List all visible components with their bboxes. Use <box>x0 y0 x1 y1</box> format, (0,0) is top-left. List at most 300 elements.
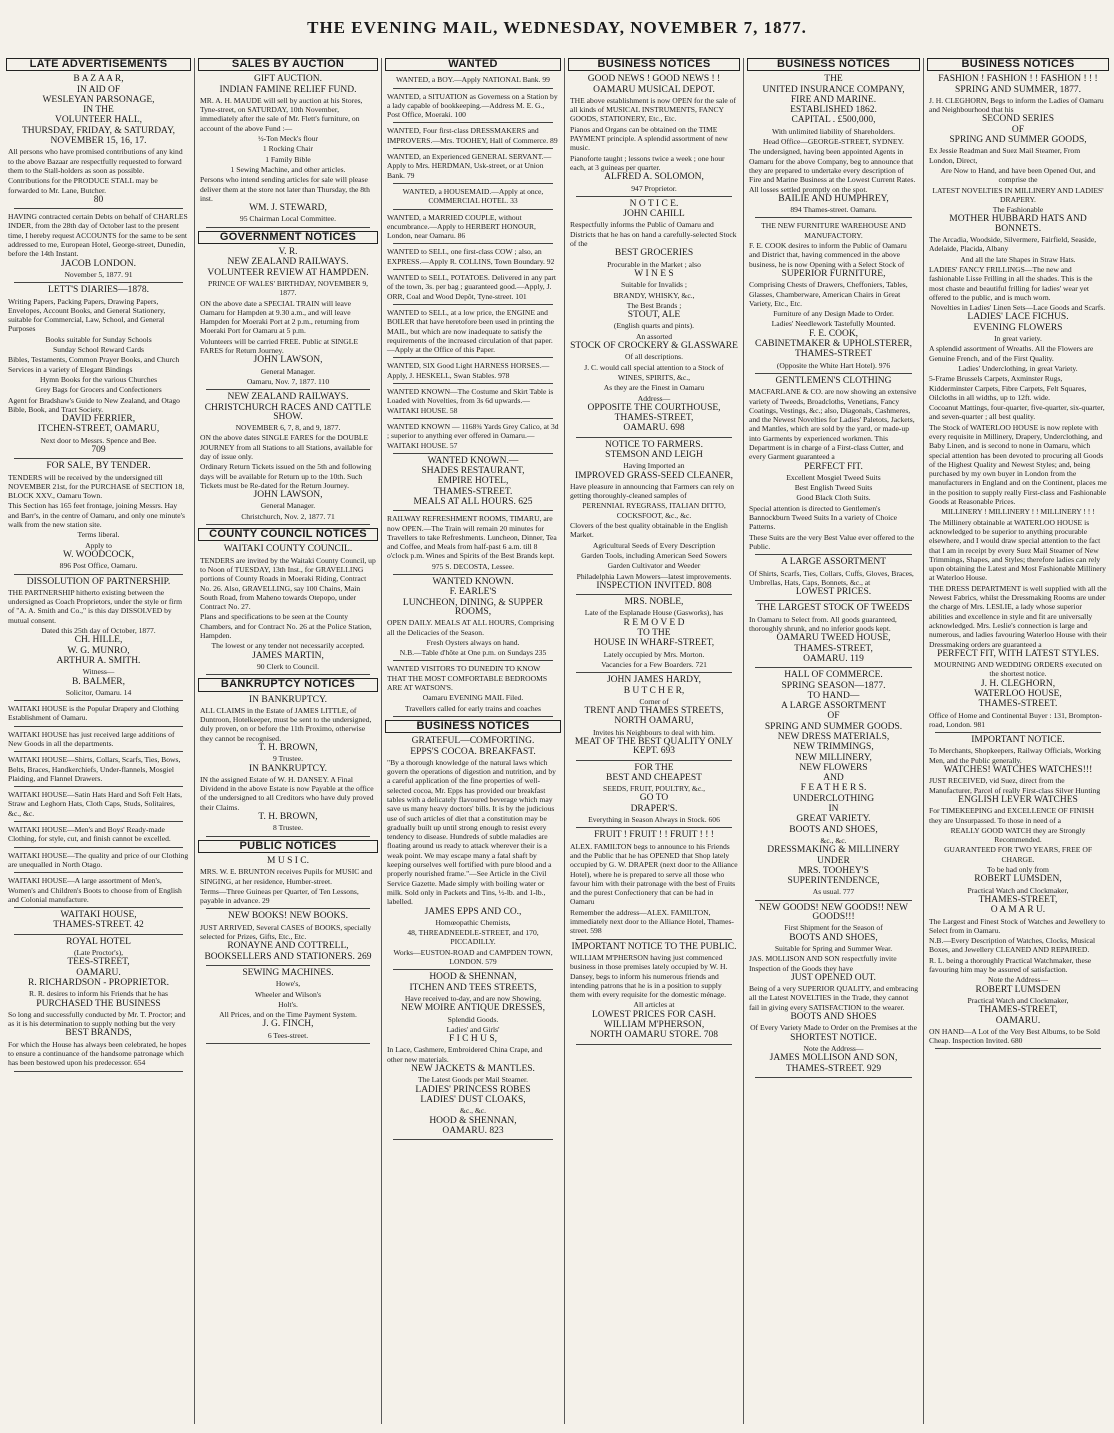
ad-line: J. G. FINCH, <box>262 1019 314 1030</box>
ad-divider <box>393 209 553 210</box>
ad-line: NEW TRIMMINGS, <box>793 742 874 753</box>
column-3 <box>385 56 561 1426</box>
ad-line: M U S I C. <box>267 855 309 866</box>
advertisement <box>387 514 559 571</box>
ad-divider <box>14 751 183 752</box>
ad-line: SECOND SERIES <box>981 114 1055 125</box>
ad-line: Christchurch, Nov. 2, 1877. 71 <box>241 511 335 521</box>
ad-line: Garden Tools, including American Seed Sowers <box>581 550 727 560</box>
ad-line: Next door to Messrs. Spence and Bee. <box>40 435 157 445</box>
ad-line: Books suitable for Sunday Schools <box>45 334 152 344</box>
ad-line: Best English Tweed Suits <box>794 483 873 493</box>
ad-line: STEMSON AND LEIGH <box>605 449 703 460</box>
advertisement <box>387 387 559 415</box>
ad-line: N O T I C E. <box>629 198 679 209</box>
ad-divider <box>14 934 183 935</box>
advertisement <box>570 676 738 756</box>
ad-line: Invites his Neighbours to deal with him. <box>592 727 716 737</box>
ad-line: WANTED, Four first-class DRESSMAKERS and IMPROVERS.—Mrs. TOOHEY, Hall of Commerce. 89 <box>387 126 558 145</box>
advertisement <box>749 671 918 897</box>
ad-line: The Latest Goods per Mail Steamer. <box>417 1075 529 1085</box>
ad-line: RAILWAY REFRESHMENT ROOMS, TIMARU, are now OPEN.—The Train will remain 20 minutes for Travellers to take Refreshments. Luncheon, Dinner, Tea and Coffee, and Meals from half-past 6 a.m. till 8 o'clock p.m. Wines and Spirits of the Best Brands kept. <box>387 514 557 561</box>
ad-line: Are Now to Hand, and have been Opened Out, and comprise the <box>940 165 1096 185</box>
ad-line: A LARGE ASSORTMENT <box>781 557 886 568</box>
ad-line: ROBERT LUMSDEN <box>975 984 1061 995</box>
advertisement <box>200 857 376 905</box>
ad-line: (Opposite the White Hart Hotel). 976 <box>776 360 891 370</box>
ad-divider <box>206 965 370 966</box>
ad-line: Being of a very SUPERIOR QUALITY, and embracing all the Latest NOVELTIES in the Trade, they cannot fail in giving every SATISFACTION to the wearer. <box>749 984 919 1012</box>
ad-line: TENDERS are invited by the Waitaki County Council, up to Noon of TUESDAY, 13th Inst., for GRAVELLING portions of County Roads in Moeraki Riding, Contract No. 26. Also, GRAVELLING, say 100 Chains, Main South Road, from Maheno towards Otepopo, under Contract No. 27. <box>200 555 376 612</box>
advertisement <box>387 422 559 450</box>
ad-divider <box>206 674 370 675</box>
ad-line: 95 Chairman Local Committee. <box>239 214 337 224</box>
ad-line: FOR SALE, BY TENDER. <box>46 461 151 472</box>
ad-line: B A Z A A R, <box>73 74 124 85</box>
ad-line: Sunday School Reward Cards <box>53 345 144 355</box>
ad-line: Office of Home and Continental Buyer : 131, Brompton-road, London. 981 <box>929 710 1103 729</box>
ad-line: Novelties in Ladies' Linen Sets—Lace Goods and Scarfs. <box>930 303 1106 313</box>
ad-line: Agent for Bradshaw's Guide to New Zealand, and Otago Bible, Book, and Tract Society. <box>8 395 180 414</box>
ad-line: Terms—Three Guineas per Quarter, of Ten Lessons, payable in advance. 29 <box>200 886 359 906</box>
ad-line: WANTED VISITORS TO DUNEDIN TO KNOW THAT THE MOST COMFORTABLE BEDROOMS ARE AT WATSON'S. <box>387 664 548 693</box>
ad-line: SUPERIOR FURNITURE, <box>781 268 886 279</box>
ad-divider <box>14 907 183 908</box>
ad-line: WATCHES! WATCHES WATCHES!!! <box>943 765 1093 776</box>
ad-line: THE above establishment is now OPEN for the sale of all kinds of MUSICAL INSTRUMENTS, FANCY GOODS, STATIONERY, Etc., Etc. <box>570 95 736 124</box>
ad-line: 9 Trustee. <box>273 754 303 764</box>
ad-divider <box>576 672 732 673</box>
ad-line: OPPOSITE THE COURTHOUSE, <box>587 402 721 413</box>
ad-line: ARTHUR A. SMITH. <box>56 655 141 666</box>
ad-line: JOHN CAHILL <box>623 209 685 220</box>
ad-line: (English quarts and pints). <box>613 321 695 331</box>
ad-line: STOCK OF CROCKERY & GLASSWARE <box>570 341 738 352</box>
ad-line: Practical Watch and Clockmaker, <box>967 885 1069 895</box>
ad-line: N.B.—Table d'hôte at One p.m. on Sundays 235 <box>399 648 547 658</box>
column-rule <box>381 58 382 1424</box>
ad-divider <box>14 726 183 727</box>
advertisement <box>570 598 738 669</box>
ad-line: Respectfully informs the Public of Oamaru and Districts that he has on hand a carefully-selected Stock of the <box>570 220 737 249</box>
ad-line: HOOD & SHENNAN, <box>429 972 517 983</box>
ad-line: Ordinary Return Tickets issued on the 5th and following days will be available for Return up to the 10th. Such Tickets must be Re-dated for the Return Journey. <box>200 462 372 490</box>
ad-line: REALLY GOOD WATCH they are Strongly Recommended. <box>950 825 1086 845</box>
ad-line: Comprising Chests of Drawers, Cheffoniers, Tables, Glasses, Chamberware, American Chairs in Great Variety, Etc., Etc. <box>749 280 908 308</box>
ad-line: 5-Frame Brussels Carpets, Axminster Rugs, Kidderminster Carpets, Fibre Carpets, Felt Squares, Oilcloths in all widths, up to 12ft. wide. <box>929 374 1087 402</box>
ad-line: For TIMEKEEPING and EXCELLENCE OF FINISH they are Unsurpassed. To those in need of a <box>929 806 1095 825</box>
ad-line: Address— <box>637 393 671 403</box>
ad-line: HOOD & SHENNAN, <box>429 1115 517 1126</box>
ad-line: Contributions for the PRODUCE STALL may be forwarded to Mr. Lane, Butcher. <box>8 176 158 195</box>
ad-line: Homœopathic Chemists, <box>435 917 511 927</box>
ad-line: LETT'S DIARIES—1878. <box>48 285 149 296</box>
ad-divider <box>755 217 912 218</box>
ad-line: An assorted <box>635 331 673 341</box>
ad-divider <box>393 88 553 89</box>
ad-line: ON HAND—A Lot of the Very Best Albums, to be Sold Cheap. Inspection Invited. 680 <box>929 1026 1100 1046</box>
ad-line: IN THE <box>83 105 114 116</box>
ad-line: F. E. COOK desires to inform the Public of Oamaru and District that, having commenced in the above business, he is now Opening with a Select Stock of <box>749 241 907 269</box>
ad-divider <box>14 786 183 787</box>
ad-line: THAMES-STREET <box>794 349 873 360</box>
ad-line: NEW ZEALAND RAILWAYS. <box>227 392 349 403</box>
advertisement <box>387 578 559 657</box>
ad-line: 80 <box>93 194 104 205</box>
column-rule <box>564 58 565 1424</box>
ad-line: LADIES' FANCY FRILLINGS—The new and fashionable Lisse Frilling in all the shades. This is the most chaste and beautiful frilling for ladies' wear yet offered to the public, and is much worn. <box>929 264 1093 302</box>
ad-line: General Manager. <box>260 501 316 511</box>
ad-line: WANTED KNOWN. <box>432 577 514 588</box>
ad-line: GRATEFUL—COMFORTING. <box>411 736 535 747</box>
ad-line: THE NEW FURNITURE WAREHOUSE AND MANUFACTORY. <box>761 221 906 240</box>
ad-line: WANTED, a BOY.—Apply NATIONAL Bank. 99 <box>396 75 550 85</box>
ad-line: BAILIE AND HUMPHREY, <box>778 193 889 204</box>
ad-line: NOTICE TO FARMERS. <box>605 439 703 450</box>
ad-line: The lowest or any tender not necessarily accepted. <box>211 641 365 651</box>
ad-divider <box>576 939 732 940</box>
section-header: PUBLIC NOTICES <box>198 840 378 853</box>
ad-line: DAVID FERRIER, <box>61 414 136 425</box>
ad-divider <box>206 836 370 837</box>
ad-line: WESLEYAN PARSONAGE, <box>42 94 155 105</box>
ad-line: Pianoforte taught ; lessons twice a week ; one hour each, at 3 guineas per quarter. <box>570 153 725 172</box>
ad-line: OAMARU. 119 <box>803 653 864 664</box>
ad-line: R. R. desires to inform his Friends that he has <box>29 989 168 999</box>
ad-line: ALEX. FAMILTON begs to announce to his Friends and the Public that he has OPENED that Shop lately occupied by G. W. DRAPER (next door to the Alliance Hotel), where he is prepared to serve all those who favour him with their patronage with the best of Fruits and the purest Confectionery that can be had in Oamaru <box>570 841 738 907</box>
ad-line: FASHION ! FASHION ! ! FASHION ! ! ! <box>938 74 1098 85</box>
ad-line: Solicitor, Oamaru. 14 <box>65 687 132 697</box>
advertisement <box>749 377 918 551</box>
ad-divider <box>393 122 553 123</box>
ad-line: The Millinery obtainable at WATERLOO HOUSE is acknowledged to be superior to anything procurable elsewhere, and I would draw special attention to the fact that I am in receipt by every Suez Mail Steamer of New Trimmings, Shapes, and Styles; therefore ladies can rely upon obtaining the Latest and Most Fashionable Millinery at Waterloo House. <box>929 517 1106 583</box>
ad-line: R E M O V E D <box>623 617 685 628</box>
ad-line: Pianos and Organs can be obtained on the TIME PAYMENT principle. A splendid assortment of new music. <box>570 124 728 153</box>
ad-line: A LARGE ASSORTMENT <box>781 701 886 712</box>
ad-line: IN <box>828 804 839 815</box>
ad-line: OAMARU TWEED HOUSE, <box>776 633 891 644</box>
ad-line: ROBERT LUMSDEN, <box>974 874 1062 885</box>
ad-line: SPRING AND SUMMER, 1877. <box>955 84 1081 95</box>
ad-line: EPPS'S COCOA. BREAKFAST. <box>410 746 536 757</box>
ad-line: WANTED to SELL, at a low price, the ENGINE and BOILER that have heretofore been used in printing the MAIL, but which are now inadequate to satisfy the requirements of the increased circulation of that paper.—Apply at the Office of this Paper. <box>387 307 555 355</box>
ad-line: Note the Address— <box>988 975 1048 985</box>
ad-line: WAITAKI COUNTY COUNCIL. <box>223 544 353 555</box>
ad-line: JACOB LONDON. <box>61 258 136 269</box>
ad-line: J. C. would call special attention to a Stock of <box>584 362 724 372</box>
ad-line: BOOTS AND SHOES, <box>789 824 878 835</box>
ad-line: Plans and specifications to be seen at the County Chambers, and for Contract No. 26 at the Police Station, Hampden. <box>200 612 372 641</box>
ad-line: BOOTS AND SHOES <box>790 1012 877 1023</box>
section-header: BUSINESS NOTICES <box>385 720 561 733</box>
advertisement <box>8 578 189 698</box>
ad-line: THAMES-STREET, <box>978 1005 1058 1016</box>
ad-line: THAMES-STREET. 929 <box>785 1063 882 1074</box>
ad-divider <box>755 373 912 374</box>
advertisement <box>387 75 559 84</box>
ad-line: Suitable for Spring and Summer Wear. <box>774 943 893 953</box>
ad-line: (Late Proctor's), <box>73 948 124 958</box>
ad-line: R. RICHARDSON - PROPRIETOR. <box>27 977 170 988</box>
ad-line: OAMARU. <box>995 1015 1041 1026</box>
ad-line: PERFECT FIT. <box>804 461 863 472</box>
ad-line: B U T C H E R, <box>623 685 685 696</box>
advertisement <box>200 969 376 1040</box>
ad-line: SPRING AND SUMMER GOODS. <box>764 721 903 732</box>
ad-line: DRAPER'S. <box>630 803 678 814</box>
ad-line: NEW MOIRE ANTIQUE DRESSES, <box>401 1003 545 1014</box>
ad-line: WAITAKI HOUSE is the Popular Drapery and Clothing Establishment of Oamaru. <box>8 704 179 723</box>
ad-line: SHORTEST NOTICE. <box>790 1032 877 1043</box>
ad-divider <box>393 183 553 184</box>
ad-line: MOTHER HUBBARD HATS AND BONNETS. <box>949 214 1087 234</box>
ad-line: SPRING SEASON—1877. <box>781 680 886 691</box>
ad-line: WANTED, a HOUSEMAID.—Apply at once, COMMERCIAL HOTEL. 33 <box>402 186 544 206</box>
ad-line: CAPITAL . £500,000, <box>791 115 876 126</box>
ad-line: T. H. BROWN, <box>258 812 318 823</box>
ad-line: November 5, 1877. 91 <box>64 269 133 279</box>
ad-line: THAMES-STREET, <box>794 643 873 654</box>
ad-line: So long and successfully conducted by Mr. T. Proctor; and as it is his determination to supply nothing but the very <box>8 1009 186 1029</box>
ad-line: ALL CLAIMS in the Estate of JAMES LITTLE, of Duntroon, Hotelkeeper, must be sent to the undersigned, duly proven, on or before the 11th Proximo, otherwise they cannot be recognised. <box>200 705 372 743</box>
ad-line: THE PARTNERSHIP hitherto existing between the undersigned as Coach Proprietors, under the style or firm of "A. A. Smith and Co.," is this day DISSOLVED by mutual consent. <box>8 587 182 625</box>
ad-line: ENGLISH LEVER WATCHES <box>958 794 1078 805</box>
ad-line: WAITAKI HOUSE has just received large additions of New Goods in all the departments. <box>8 729 175 748</box>
section-header: COUNTY COUNCIL NOTICES <box>198 528 378 541</box>
advertisement <box>570 831 738 935</box>
advertisement <box>749 904 918 1074</box>
ad-line: Bibles, Testaments, Common Prayer Books, and Church Services in a variety of Elegant Bindings <box>8 355 180 374</box>
ad-divider <box>393 510 553 511</box>
section-header: GOVERNMENT NOTICES <box>198 231 378 244</box>
ad-line: THE LARGEST STOCK OF TWEEDS <box>757 603 910 614</box>
ad-line: 1 Family Bible <box>265 154 311 164</box>
ad-line: IN BANKRUPTCY. <box>249 694 327 705</box>
ad-line: WILLIAM M'PHERSON, <box>603 1020 705 1031</box>
ad-line: JUST OPENED OUT. <box>791 972 876 983</box>
ad-line: Corner of <box>639 696 669 706</box>
ad-line: WAITAKI HOUSE—Men's and Boys' Ready-made Clothing, for style, cut, and finish cannot be excelled. <box>8 825 171 844</box>
ad-line: F. E. COOK, <box>808 328 859 339</box>
ad-line: CABINETMAKER & UPHOLSTERER, <box>754 339 913 350</box>
ad-line: The Largest and Finest Stock of Watches and Jewellery to Select from in Oamaru. <box>929 916 1106 935</box>
ad-line: THURSDAY, FRIDAY, & SATURDAY, <box>21 125 176 136</box>
ad-line: Works—EUSTON-ROAD and CAMPDEN TOWN, LONDON. 579 <box>393 947 553 967</box>
advertisement <box>749 604 918 664</box>
ad-line: The Arcadia, Woodside, Silvermere, Fairfield, Seaside, Adelaide, Placida, Albany <box>929 235 1097 254</box>
ad-line: Special attention is directed to Gentlemen's Bannockburn Tweed Suits In a variety of Choice Patterns. <box>749 503 898 532</box>
advertisement <box>200 696 376 833</box>
ad-line: WANTED KNOWN.— <box>427 455 519 466</box>
ad-line: IN the assigned Estate of W. H. DANSEY. A Final Dividend in the above Estate is now Payable at the office of the undersigned to all Creditors who have duly proved their Claims. <box>200 774 374 812</box>
ad-line: Fresh Oysters always on hand. <box>426 637 520 647</box>
column-2 <box>198 56 378 1426</box>
ad-line: In Oamaru to Select from. All goods guaranteed, thoroughly shrunk, and no inferior goods kept. <box>749 614 897 634</box>
ad-line: Splendid Goods. <box>447 1014 499 1024</box>
ad-line: LADIES' LACE FICHUS. <box>967 312 1069 323</box>
ad-line: IMPORTANT NOTICE TO THE PUBLIC. <box>571 941 737 952</box>
ad-line: WAITAKI HOUSE—Shirts, Collars, Scarfs, Ties, Bows, Belts, Braces, Handkerchiefs, Under-flannels, Mosgiel Plaiding, and Flannel Drawers. <box>8 755 181 783</box>
ad-divider <box>14 821 183 822</box>
ad-line: MILLINERY ! MILLINERY ! ! MILLINERY ! ! ! <box>941 507 1095 517</box>
ad-line: T. H. BROWN, <box>258 743 318 753</box>
ad-line: NEW GOODS! NEW GOODS!! NEW GOODS!!! <box>759 902 908 923</box>
ad-line: Howe's, <box>275 979 301 989</box>
section-header: BUSINESS NOTICES <box>568 58 740 71</box>
ad-line: Witness— <box>82 667 115 677</box>
advertisement <box>8 75 189 205</box>
ad-line: AND <box>823 773 844 784</box>
ad-divider <box>393 1139 553 1140</box>
ad-line: 975 S. DECOSTA, Lessee. <box>431 561 515 571</box>
ad-line: &c., &c. <box>459 1106 487 1116</box>
ad-line: R. L. being a thoroughly Practical Watchmaker, these favouring him may be assured of satisfaction. <box>929 955 1092 975</box>
ad-line: SUPERINTENDENCE, <box>787 876 880 887</box>
ad-line: F E A T H E R S. <box>800 783 867 794</box>
ad-divider <box>576 760 732 761</box>
ad-line: PERENNIAL RYEGRASS, ITALIAN DITTO, COCKSFOOT, &c., &c. <box>582 501 726 520</box>
ad-divider <box>755 900 912 901</box>
ad-line: MEALS AT ALL HOURS. 625 <box>413 496 533 507</box>
ad-line: VOLUNTEER HALL, <box>54 115 143 126</box>
ad-line: Note the Address— <box>803 1043 864 1053</box>
ad-divider <box>14 700 183 701</box>
ad-line: Dated this 25th day of October, 1877. <box>41 626 156 636</box>
ad-line: BRANDY, WHISKY, &c., <box>613 290 695 300</box>
masthead: THE EVENING MAIL, WEDNESDAY, NOVEMBER 7, 1877. <box>307 18 807 37</box>
ad-line: 894 Thames-street. Oamaru. <box>790 205 877 215</box>
ad-line: NEW DRESS MATERIALS, <box>777 732 890 742</box>
ad-line: THE DRESS DEPARTMENT is well supplied with all the Newest Fabrics, whilst the Dressmaking Rooms are under the charge of Mrs. LESLIE, a lady whose superior abilities and excellence in style and fit are universally acknowledged. Mrs. Leslie's connection is large and numerous, and ladies favouring Waterloo House with their Dressmaking orders are guaranteed a <box>929 583 1107 649</box>
ad-line: 1 Rocking Chair <box>262 144 314 154</box>
ad-line: JAMES EPPS AND CO., <box>424 906 522 917</box>
ad-line: PRINCE OF WALES' BIRTHDAY, NOVEMBER 9, 1877. <box>207 278 369 298</box>
ad-line: 90 Clerk to Council. <box>256 661 319 671</box>
ad-line: SEEDS, FRUIT, POULTRY, &c., <box>603 784 705 794</box>
column-5 <box>747 56 920 1426</box>
ad-line: Having Imported an <box>623 461 685 471</box>
ad-line: Clovers of the best quality obtainable in the English Market. <box>570 521 728 540</box>
ad-line: Ex Jessie Readman and Suez Mail Steamer, From London, Direct, <box>929 146 1081 165</box>
ad-line: NORTH OAMARU STORE. 708 <box>589 1030 719 1041</box>
ad-line: JAMES MOLLISON AND SON, <box>769 1053 898 1064</box>
ad-line: W. WOODCOCK, <box>63 549 134 560</box>
ad-line: GO TO <box>639 793 669 804</box>
ad-divider <box>393 269 553 270</box>
column-rule <box>194 58 195 1424</box>
ad-line: WANTED KNOWN—The Costume and Skirt Table is Loaded with Novelties, from 3s 6d upwards.—WAITAKI HOUSE. 58 <box>387 387 554 415</box>
ad-line: ITCHEN-STREET, OAMARU, <box>37 424 160 435</box>
ad-line: JOHN JAMES HARDY, <box>606 675 702 686</box>
ad-line: F. EARLE'S <box>449 587 497 598</box>
ad-line: 8 Trustee. <box>273 823 303 833</box>
ad-divider <box>14 872 183 873</box>
ad-line: B. BALMER, <box>71 676 126 687</box>
ad-line: STOUT, ALE <box>627 310 681 321</box>
ad-line: Hymn Books for the various Churches <box>39 374 158 384</box>
ad-line: Everything in Season Always in Stock. 606 <box>588 815 720 825</box>
ad-line: Of Shirts, Scarfs, Ties, Collars, Cuffs, Gloves, Braces, Umbrellas, Hats, Caps, Bonnets, &c., at <box>749 568 914 587</box>
ad-line: WINES, SPIRITS, &c., <box>617 372 691 382</box>
ad-line: NOVEMBER 15, 16, 17. <box>50 136 147 147</box>
advertisement <box>570 764 738 825</box>
ad-line: MACFARLANE & CO. are now showing an extensive variety of Tweeds, Broadcloths, Venetians, Fancy Coatings, Vestings, &c.; also, Diagonals, Cashmeres, and the Newest Novelties for Ladies' Paletots, Jackets, and Mantles, which are sold by the yard, or made-up into Garments by experienced workmen. This Department is in charge of a First-class Cutter, and every Garment guaranteed a <box>749 387 917 462</box>
ad-line: UNDER <box>817 855 850 866</box>
ad-line: HAVING contracted certain Debts on behalf of CHARLES INDER, from the 28th day of October last to the present time, I hereby request ACCOUNTS for the same to be sent addressed to me, European Hotel, George-street, Dunedin, before the 14th Instant. <box>8 212 188 259</box>
advertisement <box>387 664 559 712</box>
column-rule <box>923 58 924 1424</box>
ad-line: Head Office—GEORGE-STREET, SYDNEY. <box>763 137 904 147</box>
ad-divider <box>14 282 183 283</box>
ad-line: MR. A. H. MAUDE will sell by auction at his Stores, Tyne-street, on SATURDAY, 10th November, immediately after the sale of Mr. Flett's furniture, on account of the above Fund :— <box>200 95 363 133</box>
advertisement <box>8 730 189 749</box>
ad-line: GREAT VARIETY. <box>796 814 871 825</box>
ad-line: WANTED KNOWN — 1168¾ Yards Grey Calico, at 3d ; superior to anything ever offered in Oamaru.—WAITAKI HOUSE. 57 <box>387 421 559 450</box>
ad-line: Writing Papers, Packing Papers, Drawing Papers, Envelopes, Account Books, and General Stationery, suitable for Commercial, Law, School, and General Purposes <box>8 296 166 334</box>
ad-divider <box>14 847 183 848</box>
ad-line: The Best Brands ; <box>626 300 682 310</box>
advertisement <box>200 545 376 671</box>
ad-line: Ladies' and Girls' <box>446 1024 500 1034</box>
ad-line: BOOTS AND SHOES, <box>789 932 878 943</box>
advertisement <box>570 943 738 1041</box>
ad-line: EMPIRE HOTEL, <box>437 476 509 487</box>
ad-line: GIFT AUCTION. <box>254 74 322 85</box>
ad-line: Cocoanut Mattings, four-quarter, five-quarter, six-quarter, and seven-quarter ; all best quality. <box>929 403 1105 422</box>
ad-divider <box>576 437 732 438</box>
ad-line: In Lace, Cashmere, Embroidered China Crape, and other new materials. <box>387 1045 543 1064</box>
ad-line: Late of the Esplanade House (Gasworks), has <box>584 608 724 618</box>
ad-line: Ladies' Needlework Tastefully Mounted. <box>771 319 896 329</box>
ad-line: JAS. MOLLISON AND SON respectfully invite Inspection of the Goods they have <box>749 954 897 973</box>
ad-line: TEES-STREET, <box>67 957 130 968</box>
ad-line: Suitable for Invalids ; <box>620 280 687 290</box>
ad-line: FOR THE <box>634 762 674 773</box>
ad-line: A splendid assortment of Wreaths. All the Flowers are Genuine French, and of the First Quality. <box>929 344 1094 363</box>
ad-line: OPEN DAILY. MEALS AT ALL HOURS, Comprising all the Delicacies of the Season. <box>387 618 555 637</box>
ad-line: SPRING AND SUMMER GOODS, <box>949 135 1087 146</box>
ad-divider <box>393 357 553 358</box>
ad-divider <box>14 1071 183 1072</box>
ad-line: Wheeler and Wilson's <box>254 989 322 999</box>
ad-line: MEAT OF THE BEST QUALITY ONLY KEPT. 693 <box>574 737 734 757</box>
ad-divider <box>576 827 732 828</box>
ad-divider <box>393 383 553 384</box>
ad-line: GUARANTEED FOR TWO YEARS, FREE OF CHARGE. <box>943 845 1093 864</box>
ad-divider <box>576 1044 732 1045</box>
advertisement <box>387 737 559 966</box>
ad-line: UNDERCLOTHING <box>792 793 875 804</box>
ad-line: TENDERS will be received by the undersigned till NOVEMBER 21st, for the PURCHASE of SECTION 18, BLOCK XXV., Oamaru Town. <box>8 472 185 501</box>
section-header: BUSINESS NOTICES <box>927 58 1109 71</box>
section-header: WANTED <box>385 58 561 71</box>
advertisement <box>749 221 918 369</box>
ad-line: BEST GROCERIES <box>614 248 694 259</box>
ad-line: Agricultural Seeds of Every Description <box>592 540 716 550</box>
ad-divider <box>206 389 370 390</box>
ad-line: &c., &c. <box>820 835 847 845</box>
ad-line: Persons who intend sending articles for sale will please deliver them at the store not later than Thursday, the 8th inst. <box>200 175 370 203</box>
ad-line: Ladies' Underclothing, in great Variety. <box>958 363 1078 373</box>
ad-line: JAMES MARTIN, <box>252 650 324 661</box>
advertisement <box>570 75 738 193</box>
ad-line: IMPORTANT NOTICE. <box>971 735 1065 746</box>
ad-line: JOHN LAWSON, <box>253 490 323 501</box>
ad-line: WATERLOO HOUSE, <box>974 689 1062 699</box>
ad-line: BOOKSELLERS AND STATIONERS. 269 <box>204 951 372 962</box>
ad-line: SEWING MACHINES. <box>242 967 334 978</box>
ad-line: 709 <box>91 444 106 455</box>
